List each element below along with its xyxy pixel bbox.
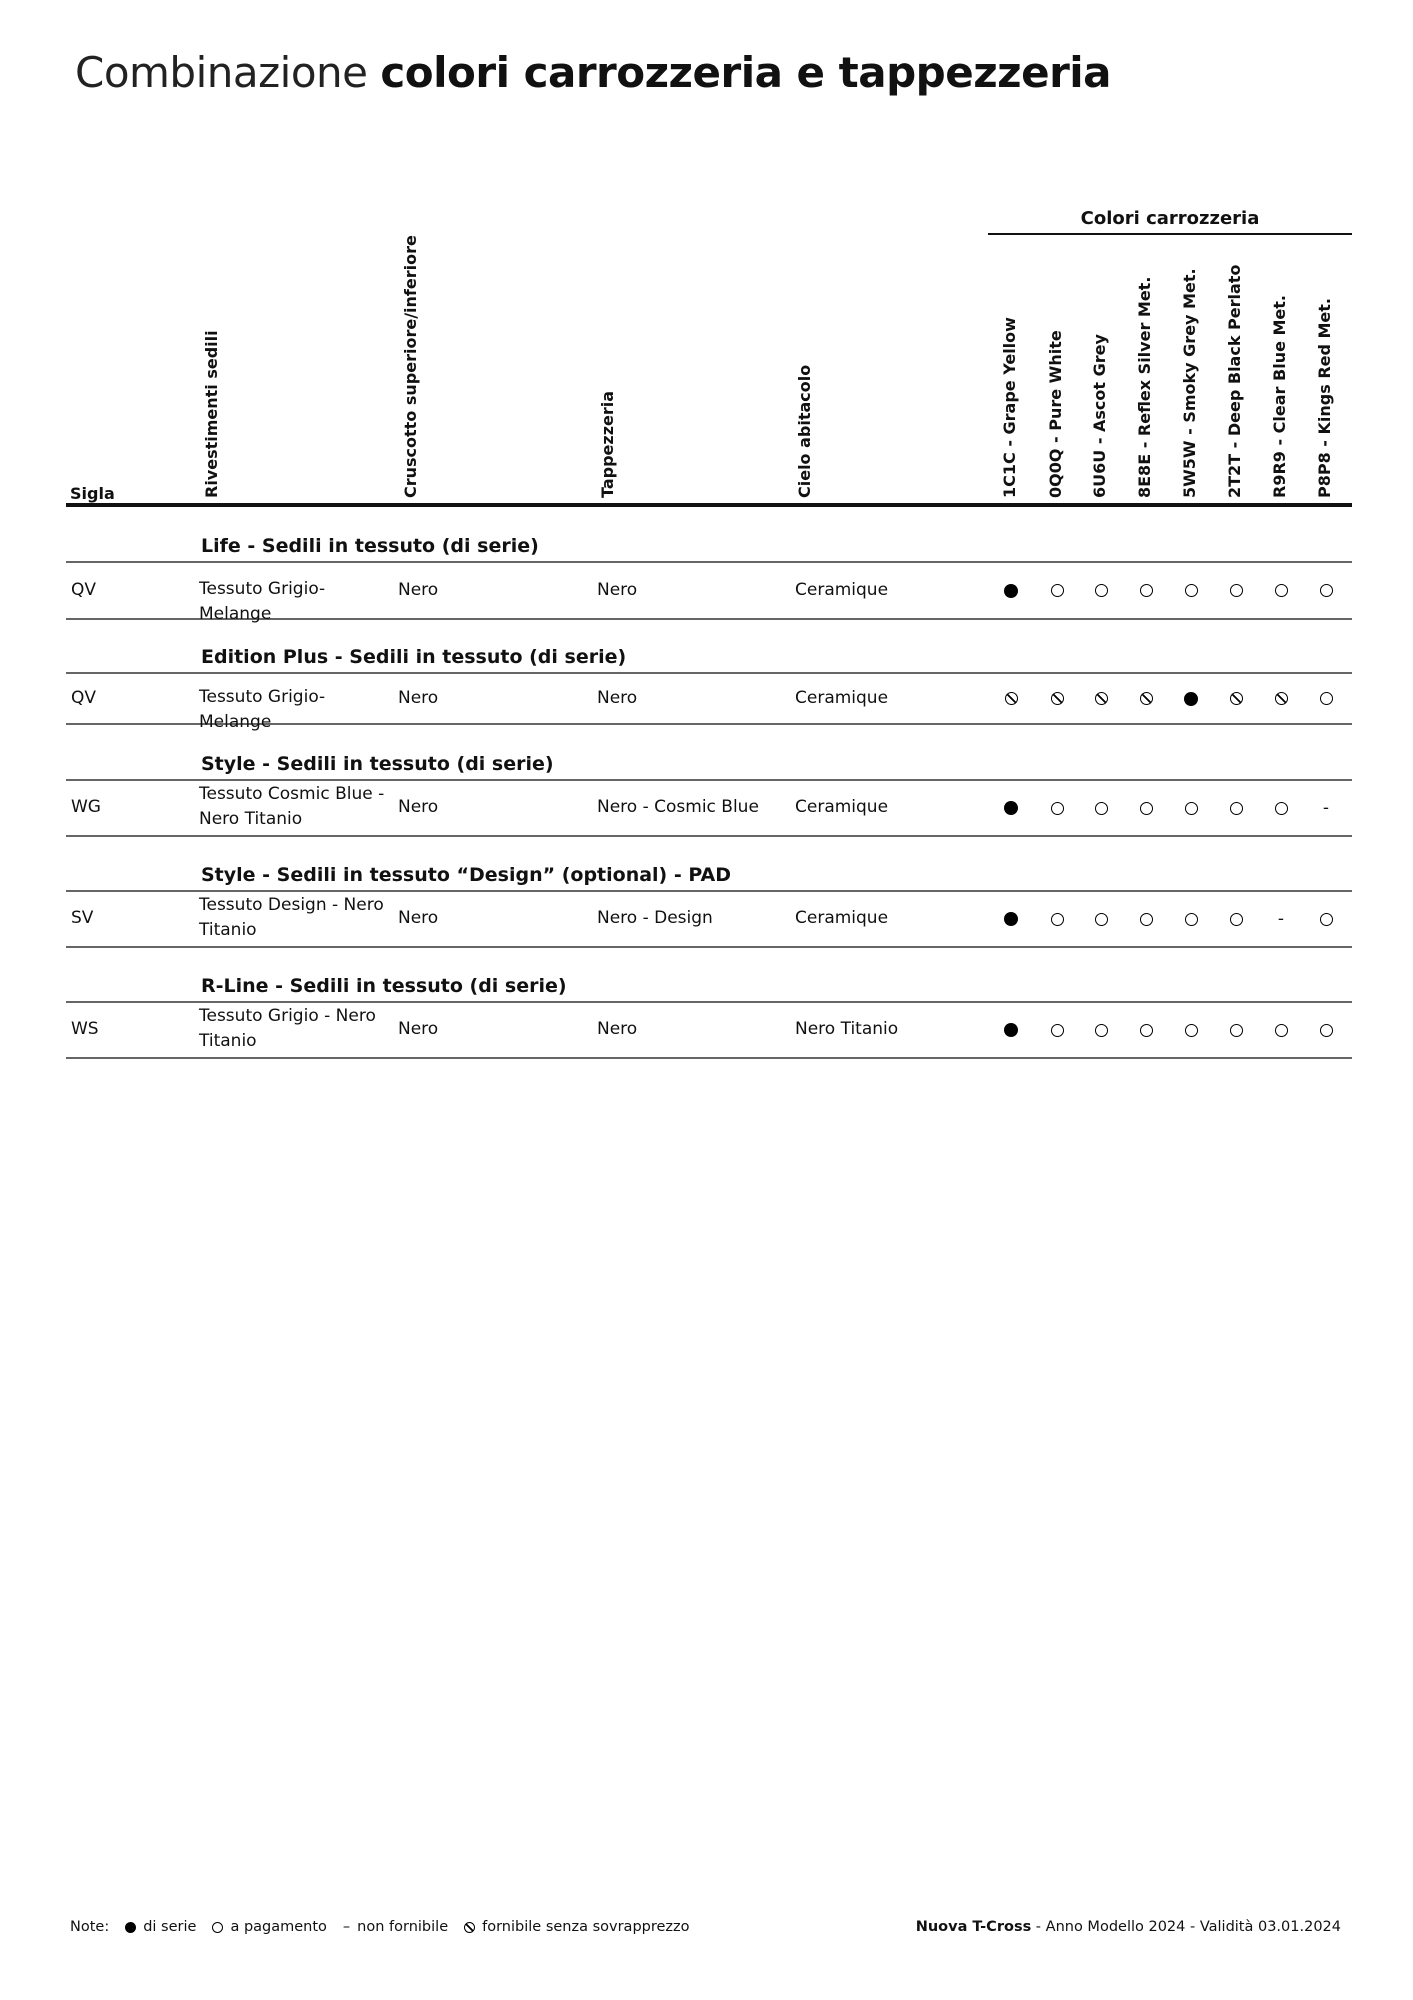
open-circle-icon: [1136, 798, 1156, 818]
open-circle-icon: [1047, 909, 1067, 929]
open-circle-icon: [1047, 1020, 1067, 1040]
footer-info: [916, 1919, 1341, 1935]
open-circle-icon: [1091, 909, 1111, 929]
cell-cruscotto: Nero: [398, 908, 439, 928]
footer-validity: - Anno Modello 2024 - Validità 03.01.2024: [1031, 1919, 1341, 1935]
col-header-tappezzeria: Tappezzeria: [598, 390, 617, 498]
cell-sigla: QV: [71, 687, 97, 708]
open-circle-icon: [212, 1922, 223, 1933]
section-title: R-Line - Sedili in tessuto (di serie): [201, 975, 567, 997]
open-circle-icon: [1136, 909, 1156, 929]
legend-note-label: Note:: [70, 1919, 110, 1935]
col-header-color-3: 8E8E - Reflex Silver Met.: [1135, 276, 1154, 498]
cell-sigla: QV: [71, 579, 97, 600]
cell-cruscotto: Nero: [398, 687, 439, 708]
filled-circle-icon: [1181, 689, 1201, 709]
cell-rivestimenti-line: Tessuto Cosmic Blue -: [199, 784, 385, 804]
cell-cielo: Ceramique: [795, 687, 889, 708]
legend-di-serie: di serie: [125, 1919, 196, 1935]
open-circle-icon: [1181, 798, 1201, 818]
cell-tappezzeria: Nero - Design: [597, 908, 713, 928]
row-divider: [66, 672, 1352, 674]
cell-rivestimenti: [199, 685, 389, 735]
cell-cruscotto: Nero: [398, 579, 439, 600]
col-header-cruscotto: Cruscotto superiore/inferiore: [401, 235, 420, 498]
cell-rivestimenti-line: Nero Titanio: [199, 809, 303, 829]
cell-cielo: Nero Titanio: [795, 1019, 899, 1039]
row-divider: [66, 1001, 1352, 1003]
slashed-circle-icon: [1136, 689, 1156, 709]
cell-cielo: Ceramique: [795, 908, 889, 928]
filled-circle-icon: [1001, 1020, 1021, 1040]
colori-carrozzeria-header: Colori carrozzeria: [1080, 208, 1260, 229]
slashed-circle-icon: [464, 1922, 475, 1933]
footer-model: Nuova T-Cross: [915, 1919, 1032, 1935]
open-circle-icon: [1316, 1020, 1336, 1040]
open-circle-icon: [1091, 581, 1111, 601]
open-circle-icon: [1181, 1020, 1201, 1040]
cell-sigla: WG: [71, 797, 101, 817]
cell-rivestimenti-line: Tessuto Grigio-Melange: [199, 579, 326, 624]
open-circle-icon: [1047, 798, 1067, 818]
open-circle-icon: [1271, 581, 1291, 601]
row-divider: [66, 946, 1352, 948]
cell-tappezzeria: Nero: [597, 579, 638, 600]
legend-fornibile-senza: fornibile senza sovrapprezzo: [464, 1919, 689, 1935]
colori-carrozzeria-rule: [988, 233, 1352, 235]
col-header-color-5: 2T2T - Deep Black Perlato: [1225, 264, 1244, 498]
dash-icon: [1271, 909, 1291, 929]
section-title: Edition Plus - Sedili in tessuto (di serie): [201, 646, 627, 668]
open-circle-icon: [1271, 798, 1291, 818]
col-header-color-4: 5W5W - Smoky Grey Met.: [1180, 268, 1199, 498]
open-circle-icon: [1316, 689, 1336, 709]
open-circle-icon: [1271, 1020, 1291, 1040]
cell-rivestimenti-line: Tessuto Design - Nero: [199, 895, 384, 915]
open-circle-icon: [1226, 1020, 1246, 1040]
open-circle-icon: [1181, 581, 1201, 601]
cell-cruscotto: Nero: [398, 1019, 439, 1039]
cell-cielo: Ceramique: [795, 579, 889, 600]
legend: [70, 1919, 706, 1935]
open-circle-icon: [1226, 798, 1246, 818]
row-divider: [66, 561, 1352, 563]
page-title-bold: colori carrozzeria e tappezzeria: [380, 48, 1112, 97]
section-title: Style - Sedili in tessuto (di serie): [201, 753, 554, 775]
row-divider: [66, 779, 1352, 781]
slashed-circle-icon: [1001, 689, 1021, 709]
open-circle-icon: [1226, 581, 1246, 601]
slashed-circle-icon: [1091, 689, 1111, 709]
cell-tappezzeria: Nero - Cosmic Blue: [597, 797, 759, 817]
cell-rivestimenti: [199, 893, 389, 943]
slashed-circle-icon: [1271, 689, 1291, 709]
legend-a-pagamento: a pagamento: [212, 1919, 326, 1935]
open-circle-icon: [1181, 909, 1201, 929]
col-header-sigla: Sigla: [70, 484, 115, 503]
col-header-cielo: Cielo abitacolo: [795, 364, 814, 498]
open-circle-icon: [1316, 581, 1336, 601]
cell-rivestimenti: [199, 782, 389, 832]
cell-tappezzeria: Nero: [597, 1019, 638, 1039]
cell-rivestimenti-line: Titanio: [199, 920, 257, 940]
section-title: Style - Sedili in tessuto “Design” (optional) - PAD: [201, 864, 732, 886]
col-header-color-2: 6U6U - Ascot Grey: [1090, 334, 1109, 498]
cell-tappezzeria: Nero: [597, 687, 638, 708]
row-divider: [66, 890, 1352, 892]
open-circle-icon: [1091, 798, 1111, 818]
cell-rivestimenti-line: Tessuto Grigio-Melange: [199, 687, 326, 732]
col-header-color-1: 0Q0Q - Pure White: [1046, 330, 1065, 498]
cell-cruscotto: Nero: [398, 797, 439, 817]
filled-circle-icon: [1001, 909, 1021, 929]
slashed-circle-icon: [1047, 689, 1067, 709]
col-header-color-7: P8P8 - Kings Red Met.: [1315, 297, 1334, 498]
cell-sigla: SV: [71, 908, 94, 928]
open-circle-icon: [1136, 1020, 1156, 1040]
open-circle-icon: [1136, 581, 1156, 601]
page-title-light: Combinazione: [75, 48, 368, 97]
row-divider: [66, 835, 1352, 837]
col-header-color-6: R9R9 - Clear Blue Met.: [1270, 294, 1289, 498]
cell-rivestimenti-line: Titanio: [199, 1031, 257, 1051]
filled-circle-icon: [125, 1922, 136, 1933]
slashed-circle-icon: [1226, 689, 1246, 709]
cell-rivestimenti: [199, 577, 389, 627]
row-divider: [66, 1057, 1352, 1059]
cell-rivestimenti: [199, 1004, 389, 1054]
cell-sigla: WS: [71, 1019, 99, 1039]
page-title: [75, 48, 1111, 97]
col-header-rivestimenti: Rivestimenti sedili: [202, 330, 221, 498]
cell-rivestimenti-line: Tessuto Grigio - Nero: [199, 1006, 376, 1026]
open-circle-icon: [1091, 1020, 1111, 1040]
legend-non-fornibile: – non fornibile: [342, 1919, 449, 1935]
open-circle-icon: [1316, 909, 1336, 929]
col-header-color-0: 1C1C - Grape Yellow: [1000, 317, 1019, 498]
cell-cielo: Ceramique: [795, 797, 889, 817]
filled-circle-icon: [1001, 581, 1021, 601]
section-title: Life - Sedili in tessuto (di serie): [201, 535, 539, 557]
open-circle-icon: [1226, 909, 1246, 929]
open-circle-icon: [1047, 581, 1067, 601]
header-rule: [66, 503, 1352, 507]
dash-icon: [1316, 798, 1336, 818]
filled-circle-icon: [1001, 798, 1021, 818]
dash-icon: –: [342, 1919, 351, 1935]
